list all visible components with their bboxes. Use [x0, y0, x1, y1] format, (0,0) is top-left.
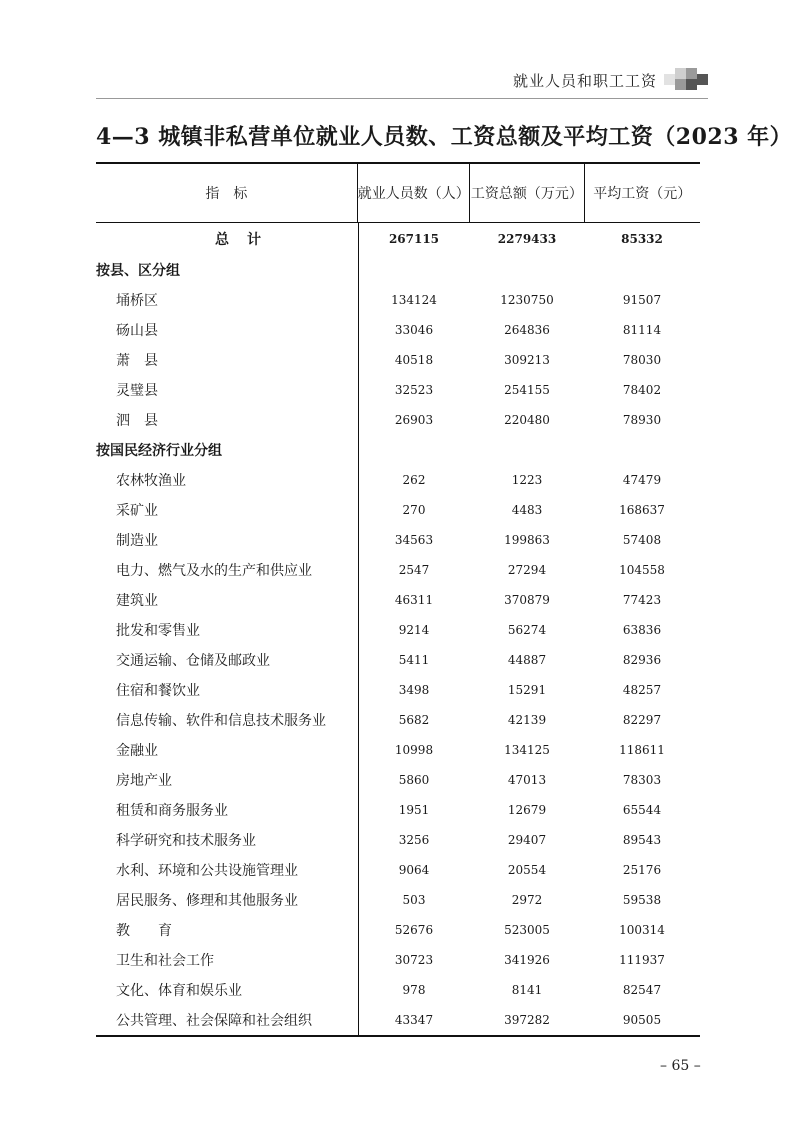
row-label: 教 育: [116, 923, 172, 939]
cell-avg: 78303: [622, 773, 662, 787]
cell-avg: 82297: [622, 713, 662, 727]
cell-wages: 44887: [507, 653, 547, 667]
row-label: 居民服务、修理和其他服务业: [116, 893, 298, 909]
table-row: [96, 375, 700, 405]
table-row: [96, 555, 700, 585]
table-row: [96, 885, 700, 915]
running-header: 就业人员和职工工资: [512, 72, 657, 90]
cell-avg: 100314: [619, 923, 665, 937]
row-label: 卫生和社会工作: [116, 953, 214, 969]
cell-employed: 1951: [398, 803, 430, 817]
cell-employed: 262: [402, 473, 426, 487]
cell-wages: 2972: [511, 893, 543, 907]
cell-employed: 52676: [394, 923, 434, 937]
row-label: 埇桥区: [116, 293, 158, 309]
cell-employed: 267115: [388, 232, 440, 246]
row-label: 批发和零售业: [116, 623, 200, 639]
cell-wages: 220480: [504, 413, 550, 427]
table-row: [96, 585, 700, 615]
table-row-group-heading: [96, 435, 700, 465]
cell-wages: 1223: [511, 473, 543, 487]
cell-employed: 33046: [394, 323, 434, 337]
table-row: [96, 915, 700, 945]
row-label: 信息传输、软件和信息技术服务业: [116, 713, 326, 729]
cell-employed: 43347: [394, 1013, 434, 1027]
col-header-avg: 平均工资（元）: [584, 164, 700, 222]
group-heading: 按县、区分组: [96, 263, 180, 279]
cell-wages: 199863: [504, 533, 550, 547]
table-row-total: [96, 223, 700, 255]
table-row: [96, 465, 700, 495]
cell-employed: 30723: [394, 953, 434, 967]
table-row: [96, 525, 700, 555]
table-row: [96, 345, 700, 375]
table-bottom-rule: [96, 1035, 700, 1037]
row-label: 总计: [215, 232, 279, 248]
row-label: 制造业: [116, 533, 158, 549]
cell-avg: 85332: [621, 232, 663, 246]
cell-employed: 5682: [398, 713, 430, 727]
group-heading: 按国民经济行业分组: [96, 443, 222, 459]
table-row: [96, 945, 700, 975]
table-row: [96, 285, 700, 315]
cell-wages: 254155: [504, 383, 550, 397]
table-row: [96, 795, 700, 825]
cell-avg: 25176: [622, 863, 662, 877]
page-title: 4—3 城镇非私营单位就业人员数、工资总额及平均工资（2023 年）: [96, 124, 793, 150]
cell-wages: 2279433: [497, 232, 557, 246]
cell-employed: 46311: [394, 593, 434, 607]
cell-employed: 9214: [398, 623, 430, 637]
cell-employed: 9064: [398, 863, 430, 877]
cell-avg: 90505: [622, 1013, 662, 1027]
row-label: 交通运输、仓储及邮政业: [116, 653, 270, 669]
table-body: [96, 223, 700, 1035]
row-label: 采矿业: [116, 503, 158, 519]
cell-avg: 78030: [622, 353, 662, 367]
cell-avg: 47479: [622, 473, 662, 487]
cell-avg: 168637: [619, 503, 665, 517]
cell-avg: 118611: [619, 743, 665, 757]
cell-wages: 264836: [504, 323, 550, 337]
table-row: [96, 855, 700, 885]
cell-employed: 978: [402, 983, 426, 997]
cell-employed: 26903: [394, 413, 434, 427]
cell-avg: 82936: [622, 653, 662, 667]
cell-avg: 78402: [622, 383, 662, 397]
cell-wages: 397282: [504, 1013, 550, 1027]
table-row: [96, 975, 700, 1005]
cell-avg: 57408: [622, 533, 662, 547]
cell-avg: 59538: [622, 893, 662, 907]
cell-wages: 42139: [507, 713, 547, 727]
row-label: 科学研究和技术服务业: [116, 833, 256, 849]
table-row: [96, 825, 700, 855]
table-row: [96, 645, 700, 675]
cell-avg: 63836: [622, 623, 662, 637]
col-header-indicator: 指 标: [205, 186, 248, 202]
cell-wages: 523005: [504, 923, 550, 937]
row-label: 电力、燃气及水的生产和供应业: [116, 563, 312, 579]
header-rule: [96, 98, 708, 99]
cell-avg: 77423: [622, 593, 662, 607]
cell-avg: 111937: [619, 953, 665, 967]
cell-employed: 134124: [391, 293, 437, 307]
table-row: [96, 1005, 700, 1035]
cell-avg: 82547: [622, 983, 662, 997]
cell-wages: 309213: [504, 353, 550, 367]
cell-employed: 270: [402, 503, 426, 517]
row-label: 公共管理、社会保障和社会组织: [116, 1013, 312, 1029]
row-label: 租赁和商务服务业: [116, 803, 228, 819]
table-row: [96, 735, 700, 765]
cell-avg: 81114: [622, 323, 662, 337]
table-row: [96, 615, 700, 645]
cell-wages: 27294: [507, 563, 547, 577]
cell-employed: 32523: [394, 383, 434, 397]
row-label: 砀山县: [116, 323, 158, 339]
row-label: 泗 县: [116, 413, 158, 429]
cell-wages: 1230750: [500, 293, 554, 307]
col-header-employed: 就业人员数（人）: [357, 164, 469, 222]
row-label: 灵璧县: [116, 383, 158, 399]
table-row: [96, 495, 700, 525]
table-row: [96, 315, 700, 345]
cell-wages: 134125: [504, 743, 550, 757]
table-header: [96, 164, 700, 223]
table-row: [96, 675, 700, 705]
cell-wages: 12679: [507, 803, 547, 817]
table-row: [96, 765, 700, 795]
cell-employed: 5411: [398, 653, 430, 667]
header-decoration: [664, 68, 708, 92]
row-label: 金融业: [116, 743, 158, 759]
cell-avg: 65544: [622, 803, 662, 817]
row-label: 房地产业: [116, 773, 172, 789]
cell-avg: 104558: [619, 563, 665, 577]
row-label: 建筑业: [116, 593, 158, 609]
row-label: 萧 县: [116, 353, 158, 369]
cell-employed: 34563: [394, 533, 434, 547]
cell-wages: 8141: [511, 983, 543, 997]
cell-wages: 20554: [507, 863, 547, 877]
cell-employed: 5860: [398, 773, 430, 787]
cell-employed: 2547: [398, 563, 430, 577]
cell-employed: 3256: [398, 833, 430, 847]
data-table: [96, 162, 700, 1037]
cell-employed: 10998: [394, 743, 434, 757]
cell-employed: 3498: [398, 683, 430, 697]
table-row-group-heading: [96, 255, 700, 285]
cell-wages: 370879: [504, 593, 550, 607]
row-label: 住宿和餐饮业: [116, 683, 200, 699]
cell-wages: 4483: [511, 503, 543, 517]
cell-employed: 503: [402, 893, 426, 907]
cell-avg: 48257: [622, 683, 662, 697]
cell-employed: 40518: [394, 353, 434, 367]
cell-wages: 15291: [507, 683, 547, 697]
table-column-divider: [358, 223, 359, 1035]
row-label: 农林牧渔业: [116, 473, 186, 489]
cell-wages: 56274: [507, 623, 547, 637]
cell-wages: 341926: [504, 953, 550, 967]
col-header-wages: 工资总额（万元）: [469, 164, 583, 222]
cell-avg: 78930: [622, 413, 662, 427]
cell-avg: 89543: [622, 833, 662, 847]
page-number: – 65 –: [660, 1058, 701, 1074]
row-label: 文化、体育和娱乐业: [116, 983, 242, 999]
table-row: [96, 705, 700, 735]
cell-avg: 91507: [622, 293, 662, 307]
table-row: [96, 405, 700, 435]
row-label: 水利、环境和公共设施管理业: [116, 863, 298, 879]
cell-wages: 47013: [507, 773, 547, 787]
cell-wages: 29407: [507, 833, 547, 847]
